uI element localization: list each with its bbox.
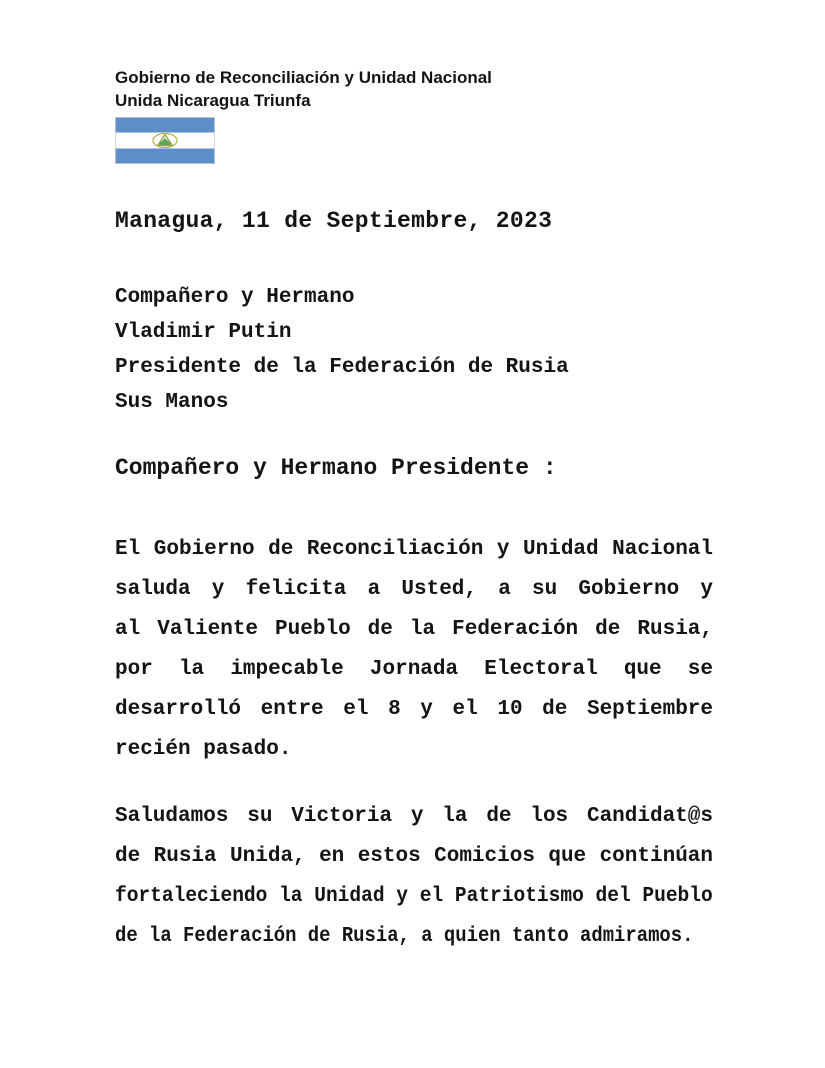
body-line: al Valiente Pueblo de la Federación de Rusia, bbox=[115, 618, 713, 641]
recipient-line-title: Presidente de la Federación de Rusia bbox=[115, 356, 569, 379]
body-line: fortaleciendo la Unidad y el Patriotismo del Pueblo bbox=[115, 885, 713, 908]
org-name-line1: Gobierno de Reconciliación y Unidad Nacional bbox=[115, 68, 492, 87]
body-line: Saludamos su Victoria y la de los Candidat@s bbox=[115, 805, 713, 828]
paragraph-2 bbox=[115, 797, 713, 957]
flag-bottom-blue-stripe bbox=[115, 149, 215, 165]
recipient-block bbox=[115, 280, 569, 420]
body-line: de Rusia Unida, en estos Comicios que continúan bbox=[115, 845, 713, 868]
recipient-line-delivery: Sus Manos bbox=[115, 391, 229, 414]
body-line: El Gobierno de Reconciliación y Unidad Nacional bbox=[115, 538, 713, 561]
body-line: saluda y felicita a Usted, a su Gobierno y bbox=[115, 578, 713, 601]
org-name-line2: Unida Nicaragua Triunfa bbox=[115, 91, 311, 110]
body-line: de la Federación de Rusia, a quien tanto admiramos. bbox=[115, 925, 694, 948]
letterhead bbox=[115, 66, 492, 164]
paragraph-1 bbox=[115, 530, 713, 770]
body-line: recién pasado. bbox=[115, 738, 292, 761]
recipient-line-name: Vladimir Putin bbox=[115, 321, 292, 344]
flag-top-blue-stripe bbox=[115, 117, 215, 133]
nicaragua-flag-icon bbox=[115, 117, 215, 164]
salutation-line: Compañero y Hermano Presidente : bbox=[115, 455, 557, 481]
body-line: por la impecable Jornada Electoral que se bbox=[115, 658, 713, 681]
recipient-line-greeting: Compañero y Hermano bbox=[115, 286, 355, 309]
date-line: Managua, 11 de Septiembre, 2023 bbox=[115, 208, 553, 234]
body-line: desarrolló entre el 8 y el 10 de Septiembre bbox=[115, 698, 713, 721]
